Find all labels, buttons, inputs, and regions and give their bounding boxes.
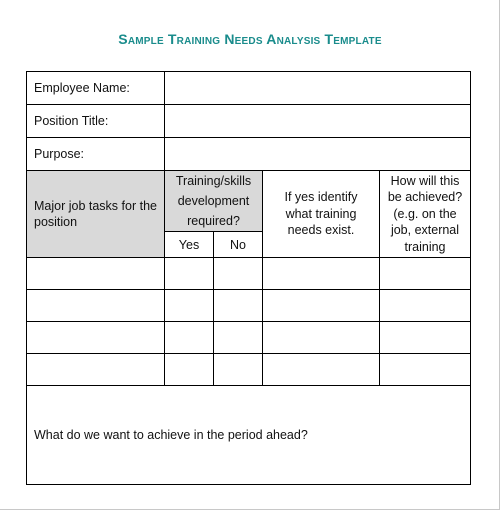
final-question-cell[interactable]: What do we want to achieve in the period ahead? (27, 386, 471, 485)
no-cell[interactable] (214, 354, 263, 386)
training-needs-cell[interactable] (263, 354, 380, 386)
final-question-row (27, 386, 471, 485)
header-row (27, 171, 471, 232)
table-row (27, 290, 471, 322)
table-row (27, 258, 471, 290)
training-needs-cell[interactable] (263, 258, 380, 290)
major-tasks-header: Major job tasks for the position (27, 171, 165, 258)
how-achieved-cell[interactable] (380, 354, 471, 386)
task-cell[interactable] (27, 354, 165, 386)
yes-cell[interactable] (165, 258, 214, 290)
position-title-row (27, 105, 471, 138)
training-needs-cell[interactable] (263, 322, 380, 354)
if-yes-header: If yes identify what training needs exist. (263, 171, 380, 258)
how-achieved-header: How will this be achieved? (e.g. on the job, external training (380, 171, 471, 258)
no-cell[interactable] (214, 322, 263, 354)
yes-cell[interactable] (165, 322, 214, 354)
document-title: Sample Training Needs Analysis Template (118, 31, 382, 47)
training-required-header: Training/skills development required? (165, 171, 263, 232)
task-cell[interactable] (27, 322, 165, 354)
employee-name-label: Employee Name: (27, 72, 165, 105)
training-needs-table (26, 71, 471, 485)
yes-cell[interactable] (165, 354, 214, 386)
table-row (27, 322, 471, 354)
purpose-row (27, 138, 471, 171)
task-cell[interactable] (27, 258, 165, 290)
yes-header: Yes (165, 232, 214, 258)
table-row (27, 354, 471, 386)
task-cell[interactable] (27, 290, 165, 322)
no-cell[interactable] (214, 258, 263, 290)
employee-name-field[interactable] (165, 72, 471, 105)
purpose-label: Purpose: (27, 138, 165, 171)
employee-name-row (27, 72, 471, 105)
no-cell[interactable] (214, 290, 263, 322)
position-title-field[interactable] (165, 105, 471, 138)
purpose-field[interactable] (165, 138, 471, 171)
training-needs-cell[interactable] (263, 290, 380, 322)
yes-cell[interactable] (165, 290, 214, 322)
how-achieved-cell[interactable] (380, 290, 471, 322)
position-title-label: Position Title: (27, 105, 165, 138)
how-achieved-cell[interactable] (380, 258, 471, 290)
no-header: No (214, 232, 263, 258)
how-achieved-cell[interactable] (380, 322, 471, 354)
